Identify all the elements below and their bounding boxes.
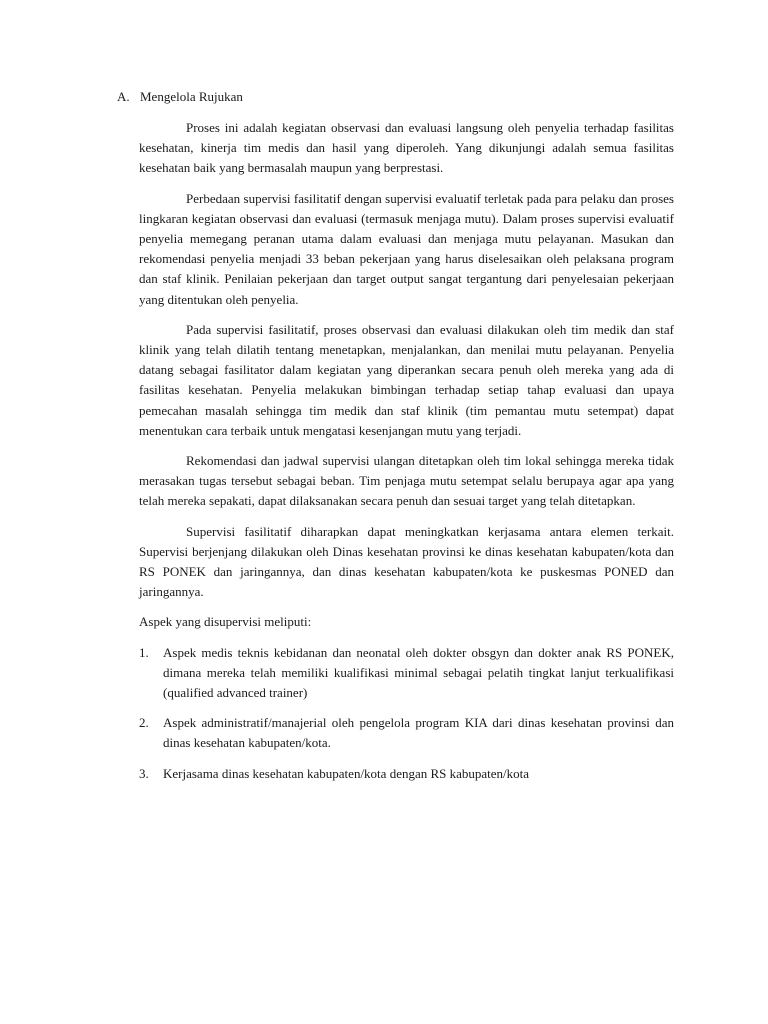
paragraph-comparison: Perbedaan supervisi fasilitatif dengan supervisi evaluatif terletak pada para pelaku dan proses lingkaran kegiatan observasi dan evaluasi (termasuk menjaga mutu). Dalam proses supervisi evaluatif penyelia memegang peranan utama dalam evaluasi dan menjaga mutu pelayanan. Masukan dan rekomendasi penyelia menjadi 33 beban pekerjaan yang harus diselesaikan oleh pelaksana program dan staf klinik. Penilaian pekerjaan dan target output sangat tergantung dari penyelesaian pekerjaan yang ditentukan oleh penyelia. — [139, 190, 674, 307]
list-item-text: Aspek medis teknis kebidanan dan neonatal oleh dokter obsgyn dan dokter anak RS PONEK, dimana mereka telah memiliki kualifikasi minimal sebagai pelatih tingkat lanjut terkualifikasi (qualified advanced trainer) — [163, 644, 674, 701]
list-item — [139, 713, 674, 753]
list-item-text: Aspek administratif/manajerial oleh pengelola program KIA dari dinas kesehatan provinsi dan dinas kesehatan kabupaten/kota. — [163, 715, 674, 751]
paragraph-definition: Proses ini adalah kegiatan observasi dan evaluasi langsung oleh penyelia terhadap fasilitas kesehatan, kinerja tim medis dan hasil yang diperoleh. Yang dikunjungi adalah semua fasilitas kesehatan baik yang bermasalah maupun yang berprestasi. — [139, 120, 674, 176]
aspect-list — [139, 643, 674, 784]
list-item-number: 1. — [139, 644, 149, 660]
list-item — [139, 764, 674, 784]
paragraph-recommendation: Rekomendasi dan jadwal supervisi ulangan ditetapkan oleh tim lokal sehingga mereka tidak merasakan tugas tersebut sebagai beban. Tim penjaga mutu setempat selalu berupaya agar apa yang telah mereka sepakati, dapat dilaksanakan secara penuh dan sesuai target yang telah ditetapkan. — [139, 453, 674, 509]
section-letter: A. — [117, 89, 130, 104]
aspect-intro: Aspek yang disupervisi meliputi: — [139, 614, 312, 630]
paragraph-cooperation: Supervisi fasilitatif diharapkan dapat meningkatkan kerjasama antara elemen terkait. Supervisi berjenjang dilakukan oleh Dinas kesehatan provinsi ke dinas kesehatan kabupaten/kota dan RS PONEK dan jaringannya, dan dinas kesehatan kabupaten/kota ke puskesmas PONED dan jaringannya. — [139, 523, 674, 600]
section-title: Mengelola Rujukan — [140, 89, 243, 104]
list-item-number: 2. — [139, 715, 149, 731]
section-heading — [117, 87, 243, 107]
paragraph-facilitative: Pada supervisi fasilitatif, proses observasi dan evaluasi dilakukan oleh tim medik dan staf klinik yang telah dilatih tentang menetapkan, menjalankan, dan menilai mutu pelayanan. Penyelia datang sebagai fasilitator dalam kegiatan yang diperankan secara penuh oleh mereka yang ada di fasilitas kesehatan. Penyelia melakukan bimbingan terhadap setiap tahap evaluasi dan upaya pemecahan masalah sehingga tim medik dan staf klinik (tim pemantau mutu setempat) dapat menentukan cara terbaik untuk mengatasi kesenjangan mutu yang terjadi. — [139, 321, 674, 438]
list-item-number: 3. — [139, 765, 149, 781]
list-item — [139, 643, 674, 704]
section-body — [139, 118, 674, 794]
list-item-text: Kerjasama dinas kesehatan kabupaten/kota dengan RS kabupaten/kota — [163, 765, 530, 781]
